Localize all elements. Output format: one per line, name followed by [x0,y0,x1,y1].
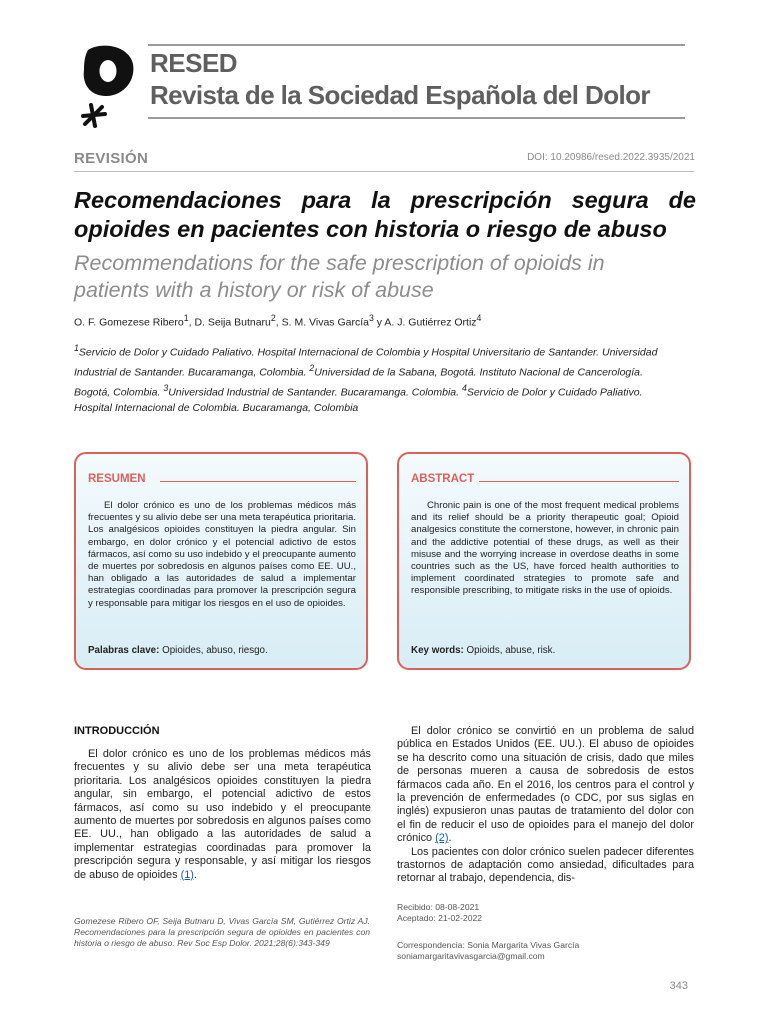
author-sep: , [275,316,282,329]
affil-num: 2 [309,363,315,373]
affil-text: Universidad Industrial de Santander. Bucaramanga. Colombia. [168,386,462,399]
author-3: S. M. Vivas García [281,316,369,329]
reference-link-1[interactable]: (1) [180,868,194,881]
author-2: D. Seija Butnaru [194,316,271,329]
author-3-sup: 3 [368,313,374,323]
body-paragraph [397,725,694,846]
citation: Gomezese Ribero OF, Seija Butnaru D, Vivas García SM, Gutiérrez Ortiz AJ. Recomendaciones para la prescripción segura de opioides en pacientes con historia o riesgo de abuso. Rev Soc Esp Dolor. 2021;28(6):343-349 [74,916,370,949]
affil-text: Servicio de Dolor y Cuidado Paliativo. Hospital Internacional de Colombia. Bucaramanga, Colombia [74,386,643,414]
authors [74,313,481,329]
author-2-sup: 2 [270,313,276,323]
author-sep: , [188,316,195,329]
resumen-keywords [88,645,268,656]
body-text-end: . [448,832,452,845]
keywords-value: Opioids, abuse, risk. [463,645,556,656]
affil-num: 3 [163,383,169,393]
body-paragraph: Los pacientes con dolor crónico suelen padecer diferentes trastornos de adaptación como ansiedad, dificultades para retornar al trabajo, dependencia, dis- [397,845,694,885]
resumen-text: El dolor crónico es uno de los problemas médicos más frecuentes y su alivio debe ser una meta terapéutica prioritaria. Los analgésicos opioides constituyen la piedra angular. Sin embargo, en dolor crónico y el potencial adictivo de estos fármacos, así como su uso indebido y el preocupante aumento de muertes por sobredosis en algunos países como EE. UU., han obligado a las autoridades de salud a implementar estrategias coordinadas para promover la prescripción segura y responsable para mitigar los riesgos en el uso de opioides. [88,500,356,609]
correspondence-email[interactable]: soniamargaritavivasgarcia@gmail.com [397,951,545,962]
affil-text: Servicio de Dolor y Cuidado Paliativo. Hospital Internacional de Colombia y Hospital Universitario de Santander. Universidad Industrial de Santander. Bucaramanga, Colombia. [74,346,658,379]
reference-link-2[interactable]: (2) [435,832,449,845]
affil-num: 4 [461,383,467,393]
intro-paragraph [74,748,371,882]
abstract-keywords [411,645,555,656]
correspondence [397,940,579,962]
correspondence-name: Correspondencia: Sonia Margarita Vivas García [397,940,580,950]
intro-column [74,748,371,882]
author-1-sup: 1 [183,313,189,323]
right-column [397,725,694,886]
affil-text: Universidad de la Sabana, Bogotá. Instituto Nacional de Cancerología. Bogotá, Colombia. [74,366,643,399]
journal-short-name: RESED [150,48,238,78]
abstract-box [397,452,691,670]
abstract-heading: ABSTRACT [411,473,475,485]
author-4-sup: 4 [476,313,482,323]
section-label: REVISIÓN [74,150,149,167]
abstract-text: Chronic pain is one of the most frequent medical problems and its relief should be a priority therapeutic goal; Opioid analgesics constitute the cornerstone, however, in chronic pain and the addictive potential of these drugs, as well as their misuse and the worrying increase in overdose deaths in some countries such as the US, have forced health authorities to implement coordinated strategies to promote safe and responsible prescribing, to mitigate risks in the use of opioids. [411,500,679,597]
affiliations [74,341,664,417]
accepted-date: Aceptado: 21-02-2022 [397,913,483,924]
author-sep: y [373,316,385,329]
article-title-es: Recomendaciones para la prescripción segura de opioides en pacientes con historia o riesgo de abuso [74,187,696,242]
resumen-box [74,452,368,670]
intro-text-end: . [193,868,197,881]
page-number: 343 [669,980,688,992]
journal-logo [78,42,138,130]
received-date: Recibido: 08-08-2021 [397,902,480,912]
author-1: O. F. Gomezese Ribero [74,316,184,329]
header-rule-top [148,44,685,46]
section-divider [74,171,694,172]
doi: DOI: 10.20986/resed.2022.3935/2021 [527,152,695,163]
intro-heading: INTRODUCCIÓN [74,725,160,737]
article-title-en: Recommendations for the safe prescription of opioids in patients with a history or risk of abuse [74,251,605,302]
intro-text: El dolor crónico es uno de los problemas médicos más frecuentes y su alivio debe ser una meta terapéutica prioritaria. Los analgésicos opioides constituyen la piedra angular, sin embargo, el potencial adictivo de estos fármacos, así como su uso indebido y el preocupante aumento de muertes por sobredosis en algunos países como EE. UU., han obligado a las autoridades de salud a implementar estrategias coordinadas para promover la prescripción segura y responsable, y así mitigar los riesgos de abuso de opioides [74,748,371,881]
dates [397,902,482,924]
journal-full-name: Revista de la Sociedad Española del Dolor [150,80,650,110]
abstract-heading-rule [479,481,679,482]
keywords-label: Palabras clave: [88,645,160,656]
body-text: El dolor crónico se convirtió en un problema de salud pública en Estados Unidos (EE. UU.). El abuso de opioides se ha descrito como una situación de crisis, dado que miles de personas mueren a causa de sobredosis de estos fármacos cada año. En el 2016, los centros para el control y la prevención de enfermedades (o CDC, por sus siglas en inglés) expusieron unas pautas de tratamiento del dolor con el fin de reducir el uso de opioides para el manejo del dolor crónico [397,725,694,845]
resumen-heading: RESUMEN [88,473,146,485]
resumen-heading-rule [160,481,356,482]
journal-logo-icon [78,42,138,130]
keywords-value: Opioides, abuso, riesgo. [159,645,268,656]
header-rule-bottom [148,117,685,119]
author-4: A. J. Gutiérrez Ortiz [384,316,477,329]
affil-num: 1 [74,343,79,353]
keywords-label: Key words: [411,645,464,656]
